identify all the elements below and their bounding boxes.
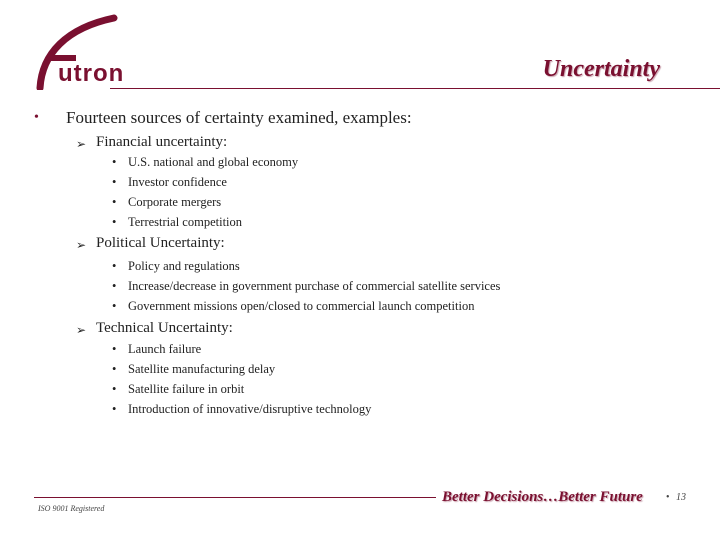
footer-divider — [34, 497, 436, 498]
sub-bullet: • — [112, 259, 117, 273]
sub-bullet: • — [112, 195, 117, 209]
page-number-marker: • — [666, 492, 670, 503]
list-item: Increase/decrease in government purchase of commercial satellite services — [128, 279, 501, 293]
list-item: Satellite manufacturing delay — [128, 362, 276, 376]
list-item: Introduction of innovative/disruptive technology — [128, 402, 372, 416]
footer-tagline: Better Decisions…Better Future — [442, 489, 643, 505]
logo-wordmark: utron — [58, 60, 125, 87]
sub-bullet: • — [112, 215, 117, 229]
sub-bullet: • — [112, 402, 117, 416]
arrow-bullet-icon: ➢ — [76, 137, 87, 151]
arrow-bullet-icon: ➢ — [76, 238, 87, 252]
list-item: Corporate mergers — [128, 195, 222, 209]
page-title: Uncertainty — [542, 56, 660, 82]
main-bullet: Fourteen sources of certainty examined, examples: — [66, 108, 412, 127]
sub-bullet: • — [112, 279, 117, 293]
sub-bullet: • — [112, 155, 117, 169]
list-item: Policy and regulations — [128, 259, 240, 273]
list-item: Terrestrial competition — [128, 215, 243, 229]
iso-registration: ISO 9001 Registered — [38, 504, 105, 513]
sub-bullet: • — [112, 299, 117, 313]
sub-bullet: • — [112, 342, 117, 356]
list-item: Satellite failure in orbit — [128, 382, 245, 396]
section-heading-financial: Financial uncertainty: — [96, 134, 228, 150]
list-item: Government missions open/closed to commercial launch competition — [128, 299, 475, 313]
page-number: 13 — [676, 492, 686, 503]
bullet-marker: • — [34, 110, 39, 125]
list-item: U.S. national and global economy — [128, 155, 299, 169]
arrow-bullet-icon: ➢ — [76, 323, 87, 337]
section-heading-technical: Technical Uncertainty: — [96, 320, 233, 336]
sub-bullet: • — [112, 362, 117, 376]
list-item: Investor confidence — [128, 175, 227, 189]
title-divider — [110, 88, 720, 89]
list-item: Launch failure — [128, 342, 202, 356]
sub-bullet: • — [112, 382, 117, 396]
section-heading-political: Political Uncertainty: — [96, 235, 225, 251]
sub-bullet: • — [112, 175, 117, 189]
